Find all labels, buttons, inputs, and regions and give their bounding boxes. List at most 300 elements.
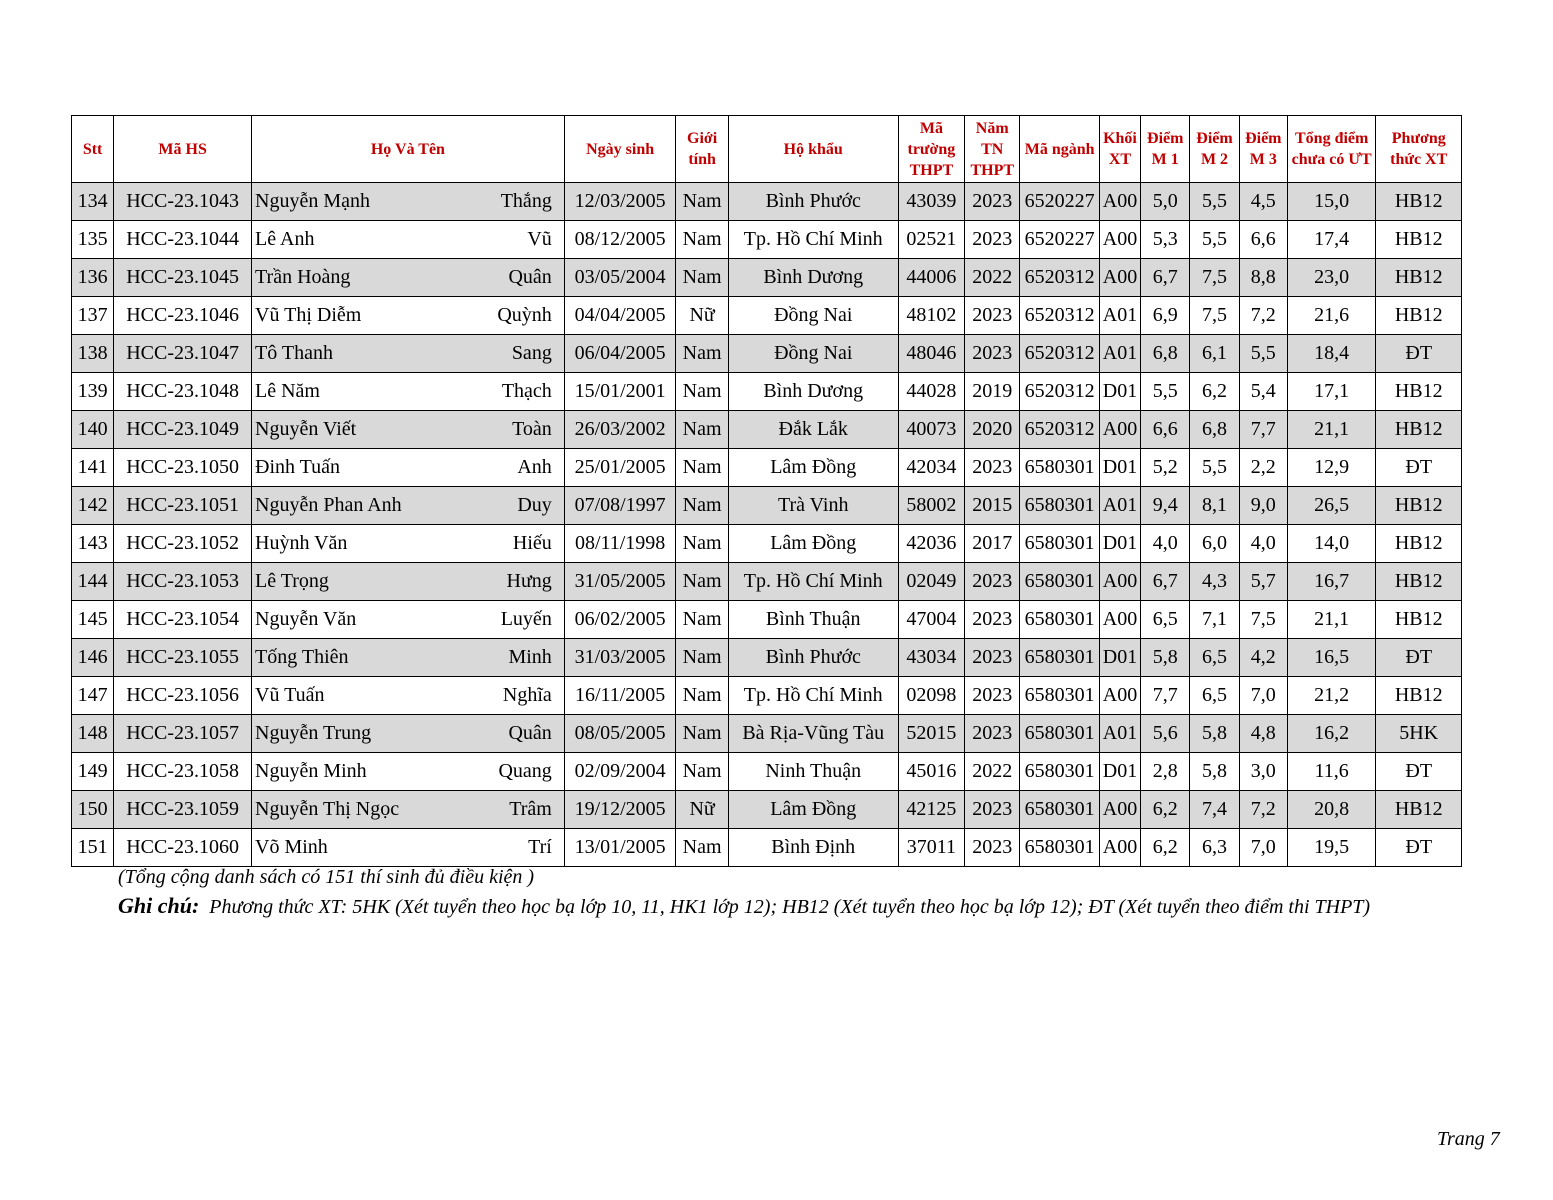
surname-text: Nguyễn Minh	[255, 760, 367, 782]
cell-ho-khau: Bình Phước	[728, 183, 898, 221]
cell-stt: 140	[72, 411, 114, 449]
cell-stt: 143	[72, 525, 114, 563]
cell-diem-m2: 6,8	[1190, 411, 1239, 449]
cell-ma-nganh: 6580301	[1020, 601, 1099, 639]
cell-diem-m2: 8,1	[1190, 487, 1239, 525]
cell-ngay-sinh: 26/03/2002	[564, 411, 676, 449]
cell-ho-va-ten	[252, 525, 565, 563]
cell-khoi-xt: A00	[1099, 183, 1140, 221]
cell-diem-m1: 5,5	[1141, 373, 1190, 411]
cell-tong-diem: 21,1	[1287, 601, 1376, 639]
total-note: (Tổng cộng danh sách có 151 thí sinh đủ điều kiện )	[118, 866, 535, 888]
cell-ho-khau: Trà Vinh	[728, 487, 898, 525]
cell-diem-m3: 7,0	[1239, 677, 1287, 715]
cell-ngay-sinh: 13/01/2005	[564, 829, 676, 867]
given-name-text: Thắng	[500, 190, 552, 212]
cell-stt: 149	[72, 753, 114, 791]
cell-tong-diem: 16,7	[1287, 563, 1376, 601]
cell-ho-va-ten	[252, 411, 565, 449]
cell-nam-tn: 2023	[965, 297, 1020, 335]
surname-text: Tống Thiên	[255, 646, 349, 668]
cell-ho-khau: Đồng Nai	[728, 297, 898, 335]
cell-ho-va-ten	[252, 791, 565, 829]
cell-nam-tn: 2023	[965, 335, 1020, 373]
cell-diem-m2: 5,5	[1190, 449, 1239, 487]
surname-text: Nguyễn Phan Anh	[255, 494, 402, 516]
cell-nam-tn: 2023	[965, 183, 1020, 221]
cell-khoi-xt: A00	[1099, 677, 1140, 715]
cell-ma-nganh: 6580301	[1020, 677, 1099, 715]
given-name-text: Trí	[528, 836, 552, 858]
cell-diem-m1: 5,6	[1141, 715, 1190, 753]
cell-ma-nganh: 6580301	[1020, 449, 1099, 487]
cell-tong-diem: 14,0	[1287, 525, 1376, 563]
cell-diem-m3: 3,0	[1239, 753, 1287, 791]
cell-ma-truong: 47004	[898, 601, 964, 639]
cell-ngay-sinh: 08/12/2005	[564, 221, 676, 259]
cell-phuong-thuc: ĐT	[1376, 449, 1462, 487]
given-name-text: Thạch	[501, 380, 552, 402]
given-name-text: Quân	[508, 722, 552, 744]
cell-ngay-sinh: 02/09/2004	[564, 753, 676, 791]
cell-diem-m1: 7,7	[1141, 677, 1190, 715]
cell-ngay-sinh: 04/04/2005	[564, 297, 676, 335]
header-stt: Stt	[72, 116, 114, 183]
cell-diem-m1: 5,2	[1141, 449, 1190, 487]
cell-ma-hs: HCC-23.1057	[114, 715, 252, 753]
cell-ngay-sinh: 06/02/2005	[564, 601, 676, 639]
cell-diem-m2: 6,0	[1190, 525, 1239, 563]
surname-text: Trần Hoàng	[255, 266, 351, 288]
cell-khoi-xt: A00	[1099, 829, 1140, 867]
cell-diem-m2: 5,8	[1190, 715, 1239, 753]
given-name-text: Sang	[511, 342, 552, 364]
cell-ho-va-ten	[252, 373, 565, 411]
cell-diem-m1: 6,5	[1141, 601, 1190, 639]
surname-text: Nguyễn Mạnh	[255, 190, 370, 212]
surname-text: Lê Trọng	[255, 570, 329, 592]
cell-ho-va-ten	[252, 221, 565, 259]
cell-ma-truong: 48102	[898, 297, 964, 335]
cell-phuong-thuc: ĐT	[1376, 829, 1462, 867]
cell-ho-khau: Bình Dương	[728, 259, 898, 297]
cell-gioi-tinh: Nam	[676, 487, 728, 525]
table-row	[72, 715, 1462, 753]
cell-khoi-xt: D01	[1099, 753, 1140, 791]
cell-stt: 150	[72, 791, 114, 829]
table-row	[72, 639, 1462, 677]
header-phuong-thuc: Phương thức XT	[1376, 116, 1462, 183]
cell-tong-diem: 20,8	[1287, 791, 1376, 829]
cell-gioi-tinh: Nữ	[676, 297, 728, 335]
surname-text: Lê Năm	[255, 380, 320, 402]
cell-gioi-tinh: Nữ	[676, 791, 728, 829]
given-name-text: Minh	[508, 646, 552, 668]
legend-note	[118, 892, 1438, 921]
table-row	[72, 829, 1462, 867]
table-row	[72, 411, 1462, 449]
cell-nam-tn: 2023	[965, 449, 1020, 487]
cell-ngay-sinh: 08/05/2005	[564, 715, 676, 753]
cell-diem-m1: 6,8	[1141, 335, 1190, 373]
cell-ma-nganh: 6520312	[1020, 373, 1099, 411]
surname-text: Đinh Tuấn	[255, 456, 341, 478]
cell-stt: 147	[72, 677, 114, 715]
cell-diem-m1: 6,2	[1141, 829, 1190, 867]
cell-diem-m3: 2,2	[1239, 449, 1287, 487]
cell-ma-truong: 44006	[898, 259, 964, 297]
cell-gioi-tinh: Nam	[676, 449, 728, 487]
cell-stt: 139	[72, 373, 114, 411]
cell-diem-m3: 7,2	[1239, 791, 1287, 829]
cell-phuong-thuc: HB12	[1376, 487, 1462, 525]
header-ho-va-ten: Họ Và Tên	[252, 116, 565, 183]
cell-ma-nganh: 6580301	[1020, 639, 1099, 677]
given-name-text: Duy	[517, 494, 552, 516]
cell-phuong-thuc: HB12	[1376, 259, 1462, 297]
cell-diem-m1: 5,8	[1141, 639, 1190, 677]
cell-diem-m3: 9,0	[1239, 487, 1287, 525]
cell-ma-truong: 02521	[898, 221, 964, 259]
cell-ngay-sinh: 08/11/1998	[564, 525, 676, 563]
cell-khoi-xt: A01	[1099, 715, 1140, 753]
cell-phuong-thuc: ĐT	[1376, 639, 1462, 677]
legend-text: Phương thức XT: 5HK (Xét tuyển theo học bạ lớp 10, 11, HK1 lớp 12); HB12 (Xét tuyển theo học bạ lớp 12); ĐT (Xét tuyển theo điểm thi THPT)	[209, 896, 1371, 918]
cell-ngay-sinh: 25/01/2005	[564, 449, 676, 487]
header-ma-hs: Mã HS	[114, 116, 252, 183]
cell-ma-hs: HCC-23.1059	[114, 791, 252, 829]
cell-stt: 146	[72, 639, 114, 677]
cell-phuong-thuc: ĐT	[1376, 335, 1462, 373]
cell-stt: 144	[72, 563, 114, 601]
cell-ho-va-ten	[252, 449, 565, 487]
cell-khoi-xt: A01	[1099, 335, 1140, 373]
cell-ho-khau: Tp. Hồ Chí Minh	[728, 221, 898, 259]
cell-ngay-sinh: 03/05/2004	[564, 259, 676, 297]
header-gioi-tinh: Giới tính	[676, 116, 728, 183]
cell-ho-va-ten	[252, 563, 565, 601]
cell-ngay-sinh: 31/03/2005	[564, 639, 676, 677]
cell-diem-m1: 5,0	[1141, 183, 1190, 221]
cell-tong-diem: 21,1	[1287, 411, 1376, 449]
cell-diem-m3: 6,6	[1239, 221, 1287, 259]
cell-tong-diem: 17,1	[1287, 373, 1376, 411]
cell-gioi-tinh: Nam	[676, 753, 728, 791]
cell-tong-diem: 21,2	[1287, 677, 1376, 715]
cell-diem-m3: 7,0	[1239, 829, 1287, 867]
cell-ho-va-ten	[252, 487, 565, 525]
cell-khoi-xt: A00	[1099, 791, 1140, 829]
cell-ho-khau: Đồng Nai	[728, 335, 898, 373]
cell-khoi-xt: A01	[1099, 297, 1140, 335]
cell-nam-tn: 2022	[965, 753, 1020, 791]
cell-ho-khau: Bình Định	[728, 829, 898, 867]
cell-diem-m2: 7,5	[1190, 259, 1239, 297]
cell-ma-hs: HCC-23.1043	[114, 183, 252, 221]
cell-ma-nganh: 6520312	[1020, 297, 1099, 335]
cell-stt: 138	[72, 335, 114, 373]
cell-nam-tn: 2023	[965, 639, 1020, 677]
cell-diem-m1: 6,9	[1141, 297, 1190, 335]
cell-phuong-thuc: HB12	[1376, 563, 1462, 601]
cell-phuong-thuc: HB12	[1376, 221, 1462, 259]
cell-khoi-xt: A00	[1099, 259, 1140, 297]
cell-phuong-thuc: HB12	[1376, 601, 1462, 639]
cell-diem-m2: 5,5	[1190, 183, 1239, 221]
cell-tong-diem: 21,6	[1287, 297, 1376, 335]
table-row	[72, 753, 1462, 791]
cell-diem-m3: 4,0	[1239, 525, 1287, 563]
cell-phuong-thuc: HB12	[1376, 411, 1462, 449]
cell-phuong-thuc: HB12	[1376, 791, 1462, 829]
cell-ho-va-ten	[252, 639, 565, 677]
cell-khoi-xt: A01	[1099, 487, 1140, 525]
header-tong-diem: Tổng điểm chưa có ƯT	[1287, 116, 1376, 183]
cell-gioi-tinh: Nam	[676, 373, 728, 411]
table-row	[72, 297, 1462, 335]
cell-ngay-sinh: 31/05/2005	[564, 563, 676, 601]
cell-tong-diem: 26,5	[1287, 487, 1376, 525]
cell-gioi-tinh: Nam	[676, 829, 728, 867]
table-row	[72, 677, 1462, 715]
cell-ngay-sinh: 15/01/2001	[564, 373, 676, 411]
cell-ma-hs: HCC-23.1058	[114, 753, 252, 791]
cell-ho-khau: Bình Dương	[728, 373, 898, 411]
cell-khoi-xt: D01	[1099, 373, 1140, 411]
cell-ma-truong: 52015	[898, 715, 964, 753]
given-name-text: Hiếu	[512, 532, 552, 554]
cell-ho-va-ten	[252, 829, 565, 867]
cell-stt: 134	[72, 183, 114, 221]
cell-ma-hs: HCC-23.1053	[114, 563, 252, 601]
cell-nam-tn: 2023	[965, 221, 1020, 259]
cell-nam-tn: 2023	[965, 715, 1020, 753]
cell-ma-nganh: 6520227	[1020, 221, 1099, 259]
cell-diem-m1: 6,7	[1141, 563, 1190, 601]
cell-gioi-tinh: Nam	[676, 525, 728, 563]
cell-diem-m2: 7,1	[1190, 601, 1239, 639]
cell-ho-khau: Bình Thuận	[728, 601, 898, 639]
given-name-text: Toàn	[512, 418, 552, 440]
cell-gioi-tinh: Nam	[676, 221, 728, 259]
header-nam-tn: Năm TN THPT	[965, 116, 1020, 183]
cell-tong-diem: 23,0	[1287, 259, 1376, 297]
cell-tong-diem: 19,5	[1287, 829, 1376, 867]
cell-nam-tn: 2020	[965, 411, 1020, 449]
cell-ma-hs: HCC-23.1047	[114, 335, 252, 373]
cell-ho-khau: Tp. Hồ Chí Minh	[728, 563, 898, 601]
cell-ma-hs: HCC-23.1050	[114, 449, 252, 487]
surname-text: Tô Thanh	[255, 342, 333, 364]
cell-phuong-thuc: HB12	[1376, 373, 1462, 411]
cell-ho-va-ten	[252, 715, 565, 753]
table-row	[72, 601, 1462, 639]
cell-khoi-xt: D01	[1099, 525, 1140, 563]
cell-diem-m3: 4,5	[1239, 183, 1287, 221]
header-ho-khau: Hộ khẩu	[728, 116, 898, 183]
given-name-text: Quang	[498, 760, 552, 782]
table-row	[72, 449, 1462, 487]
cell-gioi-tinh: Nam	[676, 411, 728, 449]
cell-khoi-xt: A00	[1099, 563, 1140, 601]
cell-ho-va-ten	[252, 753, 565, 791]
cell-ma-nganh: 6580301	[1020, 563, 1099, 601]
cell-ngay-sinh: 19/12/2005	[564, 791, 676, 829]
cell-nam-tn: 2023	[965, 677, 1020, 715]
cell-nam-tn: 2023	[965, 601, 1020, 639]
candidate-table	[71, 115, 1462, 867]
cell-ho-va-ten	[252, 183, 565, 221]
cell-diem-m1: 6,7	[1141, 259, 1190, 297]
cell-ma-nganh: 6520312	[1020, 259, 1099, 297]
cell-ma-truong: 42034	[898, 449, 964, 487]
given-name-text: Hưng	[506, 570, 552, 592]
cell-phuong-thuc: HB12	[1376, 677, 1462, 715]
surname-text: Vũ Tuấn	[255, 684, 325, 706]
cell-tong-diem: 12,9	[1287, 449, 1376, 487]
cell-diem-m3: 5,5	[1239, 335, 1287, 373]
table-row	[72, 183, 1462, 221]
cell-tong-diem: 16,5	[1287, 639, 1376, 677]
cell-gioi-tinh: Nam	[676, 259, 728, 297]
cell-tong-diem: 16,2	[1287, 715, 1376, 753]
cell-ma-nganh: 6580301	[1020, 791, 1099, 829]
cell-ma-hs: HCC-23.1056	[114, 677, 252, 715]
cell-gioi-tinh: Nam	[676, 183, 728, 221]
cell-diem-m3: 4,8	[1239, 715, 1287, 753]
cell-ma-hs: HCC-23.1052	[114, 525, 252, 563]
table-row	[72, 221, 1462, 259]
cell-ho-khau: Ninh Thuận	[728, 753, 898, 791]
cell-ma-hs: HCC-23.1048	[114, 373, 252, 411]
cell-gioi-tinh: Nam	[676, 677, 728, 715]
cell-ma-truong: 42125	[898, 791, 964, 829]
given-name-text: Vũ	[527, 228, 552, 250]
cell-ho-khau: Bà Rịa-Vũng Tàu	[728, 715, 898, 753]
cell-stt: 145	[72, 601, 114, 639]
cell-ho-va-ten	[252, 259, 565, 297]
cell-ma-hs: HCC-23.1046	[114, 297, 252, 335]
cell-diem-m2: 6,5	[1190, 677, 1239, 715]
cell-ma-nganh: 6580301	[1020, 487, 1099, 525]
table-header-row	[72, 116, 1462, 183]
cell-ma-truong: 43034	[898, 639, 964, 677]
surname-text: Lê Anh	[255, 228, 315, 250]
cell-diem-m3: 4,2	[1239, 639, 1287, 677]
cell-diem-m1: 6,2	[1141, 791, 1190, 829]
table-row	[72, 259, 1462, 297]
table-body	[72, 183, 1462, 867]
cell-ma-truong: 42036	[898, 525, 964, 563]
cell-diem-m2: 4,3	[1190, 563, 1239, 601]
cell-ma-truong: 44028	[898, 373, 964, 411]
cell-stt: 136	[72, 259, 114, 297]
cell-diem-m2: 7,4	[1190, 791, 1239, 829]
cell-gioi-tinh: Nam	[676, 715, 728, 753]
cell-gioi-tinh: Nam	[676, 601, 728, 639]
page-number: Trang 7	[1437, 1128, 1500, 1150]
cell-diem-m1: 6,6	[1141, 411, 1190, 449]
cell-ngay-sinh: 16/11/2005	[564, 677, 676, 715]
cell-stt: 141	[72, 449, 114, 487]
table-row	[72, 487, 1462, 525]
surname-text: Vũ Thị Diễm	[255, 304, 362, 326]
surname-text: Nguyễn Viết	[255, 418, 357, 440]
given-name-text: Quỳnh	[497, 304, 552, 326]
cell-nam-tn: 2023	[965, 829, 1020, 867]
cell-stt: 151	[72, 829, 114, 867]
cell-ma-truong: 02049	[898, 563, 964, 601]
cell-phuong-thuc: 5HK	[1376, 715, 1462, 753]
cell-nam-tn: 2017	[965, 525, 1020, 563]
cell-diem-m3: 5,7	[1239, 563, 1287, 601]
cell-ho-khau: Bình Phước	[728, 639, 898, 677]
cell-gioi-tinh: Nam	[676, 639, 728, 677]
cell-ma-truong: 02098	[898, 677, 964, 715]
cell-ma-hs: HCC-23.1060	[114, 829, 252, 867]
given-name-text: Quân	[508, 266, 552, 288]
cell-diem-m2: 6,1	[1190, 335, 1239, 373]
cell-ho-khau: Tp. Hồ Chí Minh	[728, 677, 898, 715]
cell-ma-hs: HCC-23.1054	[114, 601, 252, 639]
cell-ma-nganh: 6520227	[1020, 183, 1099, 221]
cell-khoi-xt: A00	[1099, 411, 1140, 449]
cell-diem-m3: 5,4	[1239, 373, 1287, 411]
cell-ma-nganh: 6520312	[1020, 335, 1099, 373]
cell-khoi-xt: D01	[1099, 449, 1140, 487]
cell-diem-m1: 9,4	[1141, 487, 1190, 525]
given-name-text: Nghĩa	[502, 684, 552, 706]
cell-diem-m3: 8,8	[1239, 259, 1287, 297]
cell-stt: 142	[72, 487, 114, 525]
header-diem-m3: Điểm M 3	[1239, 116, 1287, 183]
header-diem-m2: Điểm M 2	[1190, 116, 1239, 183]
cell-ma-hs: HCC-23.1045	[114, 259, 252, 297]
header-ngay-sinh: Ngày sinh	[564, 116, 676, 183]
table-row	[72, 791, 1462, 829]
given-name-text: Anh	[517, 456, 552, 478]
cell-ma-nganh: 6580301	[1020, 829, 1099, 867]
cell-diem-m2: 6,5	[1190, 639, 1239, 677]
cell-ma-truong: 40073	[898, 411, 964, 449]
cell-ngay-sinh: 06/04/2005	[564, 335, 676, 373]
cell-ngay-sinh: 12/03/2005	[564, 183, 676, 221]
cell-tong-diem: 17,4	[1287, 221, 1376, 259]
cell-ma-nganh: 6580301	[1020, 525, 1099, 563]
cell-ho-va-ten	[252, 297, 565, 335]
cell-gioi-tinh: Nam	[676, 563, 728, 601]
cell-ho-khau: Đắk Lắk	[728, 411, 898, 449]
cell-diem-m2: 5,5	[1190, 221, 1239, 259]
cell-diem-m1: 5,3	[1141, 221, 1190, 259]
cell-ho-khau: Lâm Đồng	[728, 525, 898, 563]
table-row	[72, 525, 1462, 563]
cell-diem-m3: 7,5	[1239, 601, 1287, 639]
cell-ma-hs: HCC-23.1055	[114, 639, 252, 677]
table-row	[72, 563, 1462, 601]
cell-khoi-xt: D01	[1099, 639, 1140, 677]
cell-nam-tn: 2023	[965, 791, 1020, 829]
cell-ma-nganh: 6520312	[1020, 411, 1099, 449]
cell-nam-tn: 2015	[965, 487, 1020, 525]
cell-ma-truong: 58002	[898, 487, 964, 525]
cell-ho-va-ten	[252, 335, 565, 373]
cell-diem-m2: 6,3	[1190, 829, 1239, 867]
table-row	[72, 335, 1462, 373]
surname-text: Nguyễn Văn	[255, 608, 357, 630]
cell-tong-diem: 15,0	[1287, 183, 1376, 221]
cell-nam-tn: 2023	[965, 563, 1020, 601]
